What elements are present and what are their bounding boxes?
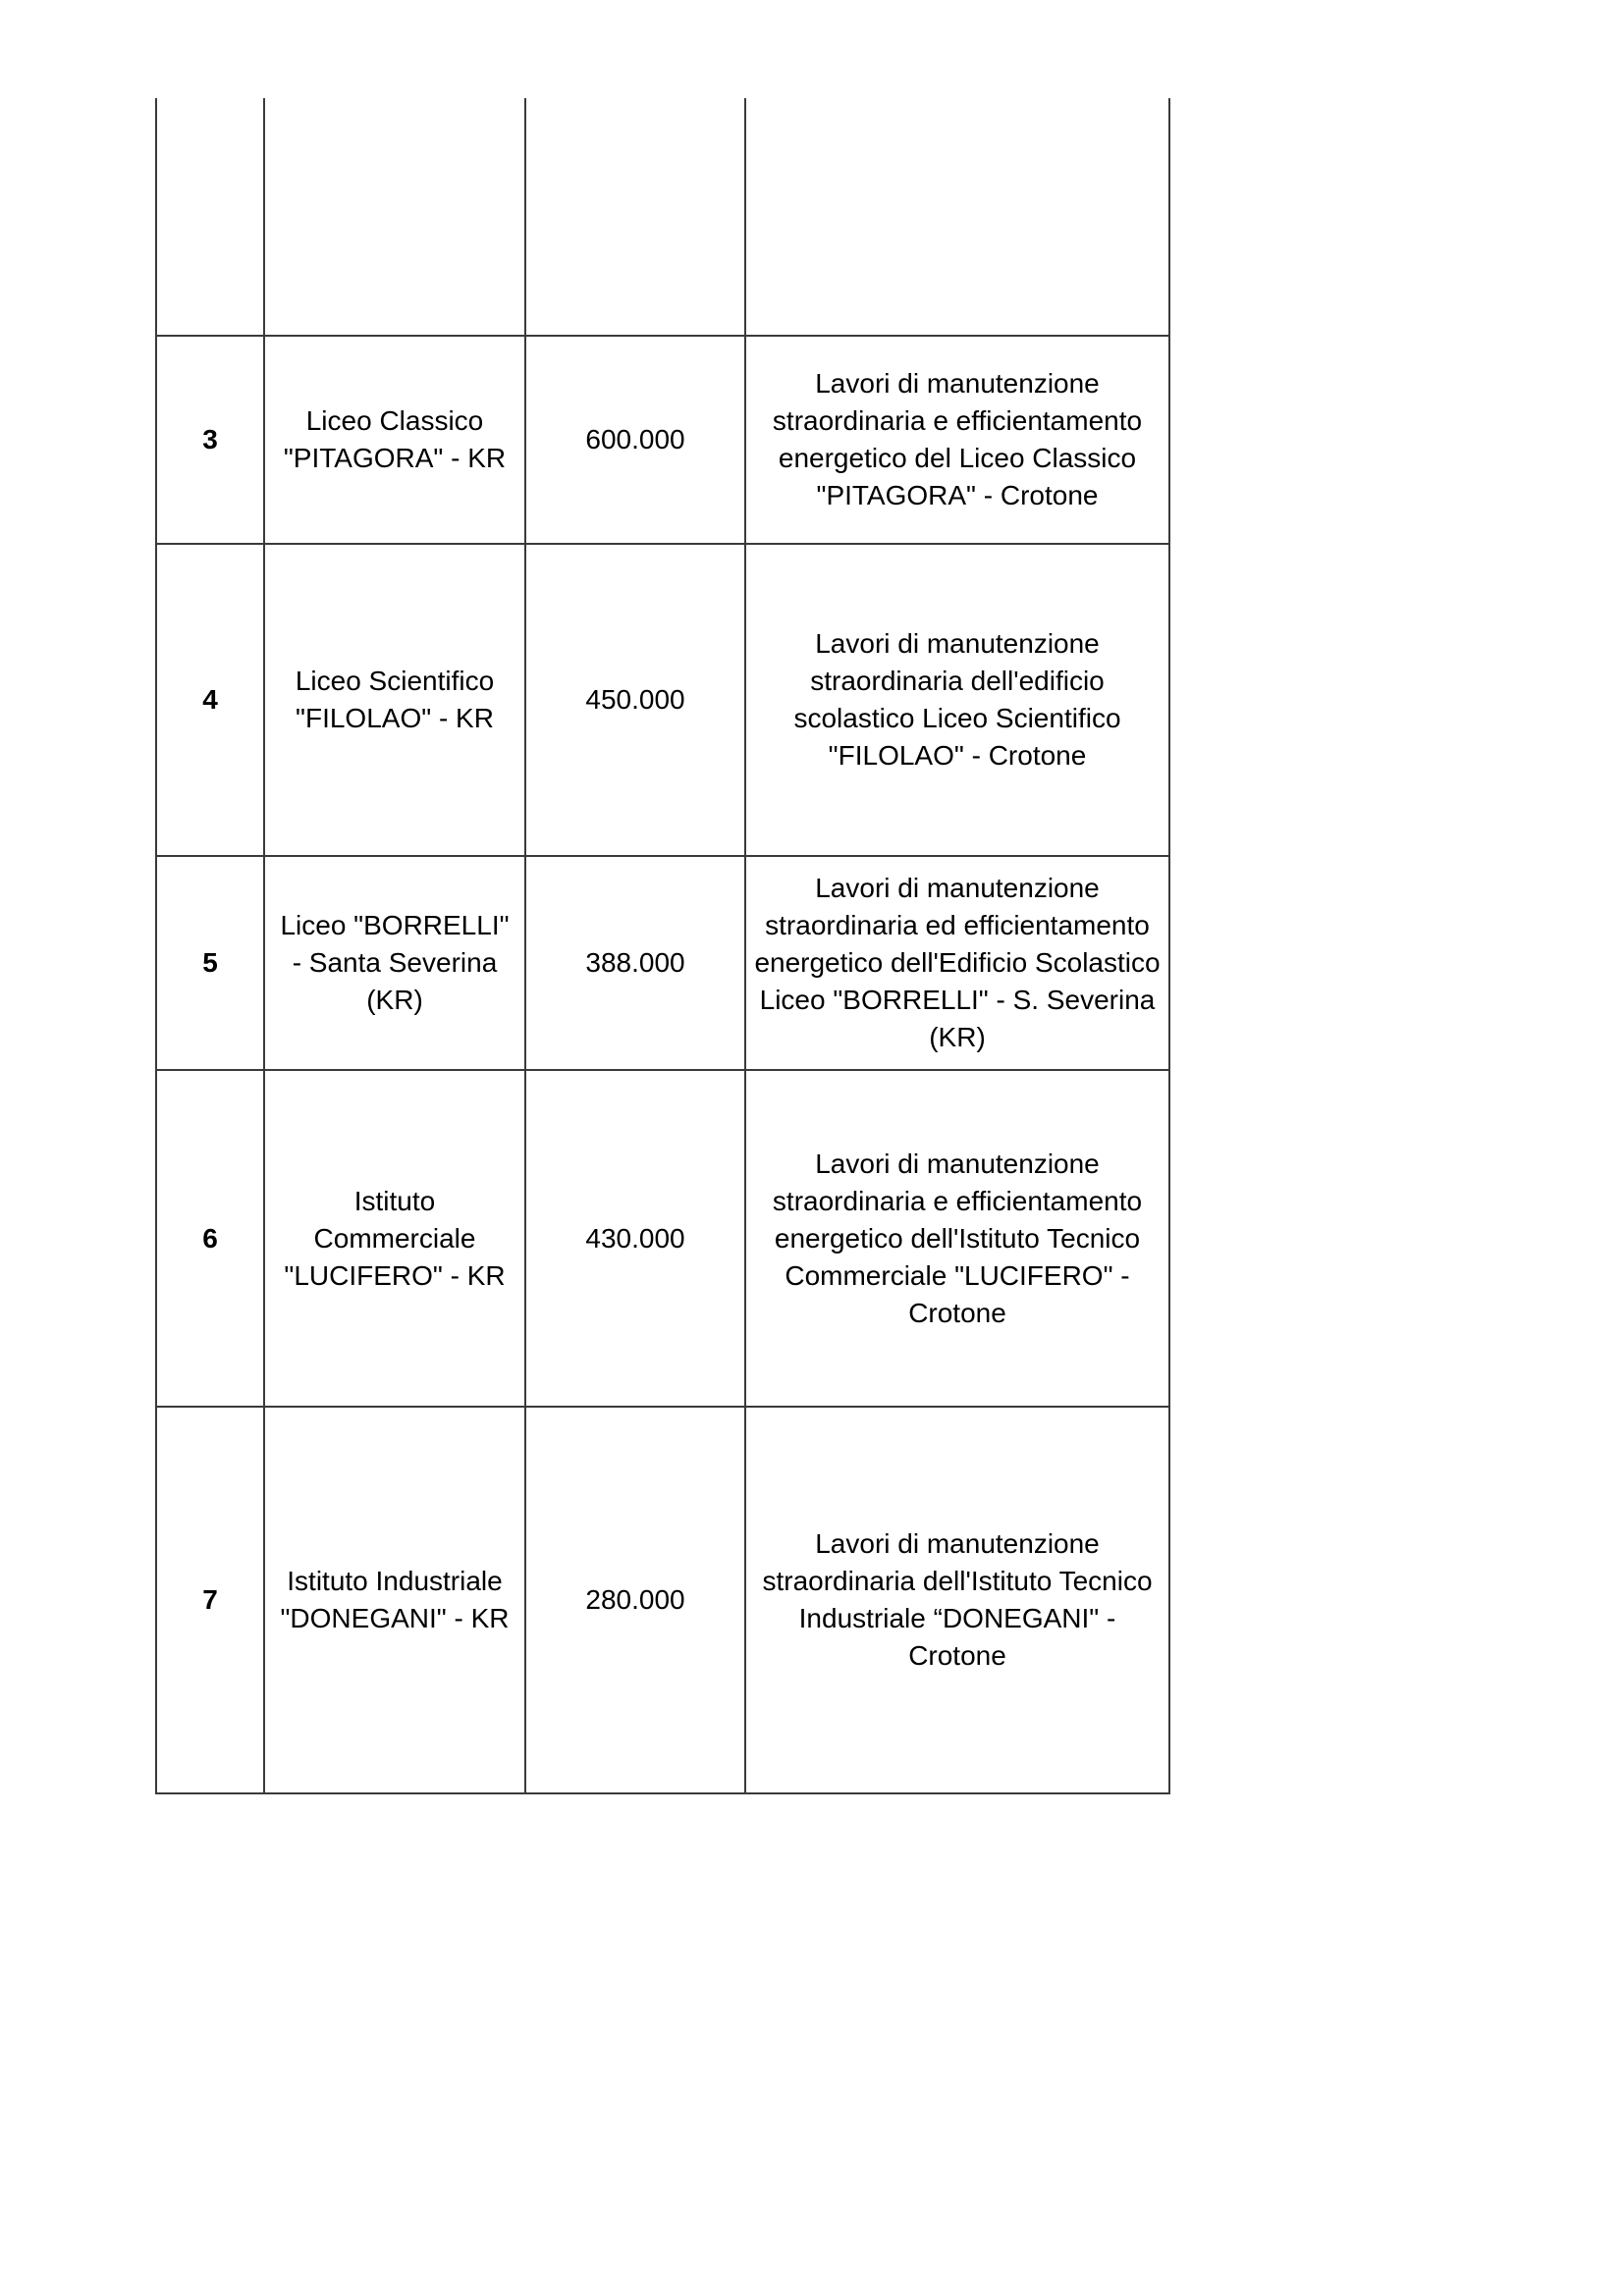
school-name: Liceo Scientifico "FILOLAO" - KR — [264, 544, 525, 856]
work-description: Lavori di manutenzione straordinaria dell'Istituto Tecnico Industriale “DONEGANI" - Crotone — [745, 1407, 1169, 1793]
work-description: Lavori di manutenzione straordinaria e efficientamento energetico dell'Istituto Tecnico Commerciale "LUCIFERO" - Crotone — [745, 1070, 1169, 1407]
table-row — [156, 544, 1169, 856]
empty-cell — [264, 98, 525, 336]
table-row — [156, 336, 1169, 544]
empty-cell — [745, 98, 1169, 336]
table-row — [156, 1070, 1169, 1407]
empty-cell — [156, 98, 264, 336]
amount: 388.000 — [525, 856, 745, 1070]
amount: 450.000 — [525, 544, 745, 856]
row-number: 4 — [156, 544, 264, 856]
school-name: Liceo "BORRELLI" - Santa Severina (KR) — [264, 856, 525, 1070]
empty-cell — [525, 98, 745, 336]
amount: 600.000 — [525, 336, 745, 544]
school-name: Liceo Classico "PITAGORA" - KR — [264, 336, 525, 544]
work-description: Lavori di manutenzione straordinaria dell'edificio scolastico Liceo Scientifico "FILOLAO" - Crotone — [745, 544, 1169, 856]
projects-table — [155, 98, 1170, 1794]
row-number: 5 — [156, 856, 264, 1070]
row-number: 3 — [156, 336, 264, 544]
school-name: Istituto Commerciale "LUCIFERO" - KR — [264, 1070, 525, 1407]
work-description: Lavori di manutenzione straordinaria ed efficientamento energetico dell'Edificio Scolastico Liceo "BORRELLI" - S. Severina (KR) — [745, 856, 1169, 1070]
row-number: 6 — [156, 1070, 264, 1407]
work-description: Lavori di manutenzione straordinaria e efficientamento energetico del Liceo Classico "PITAGORA" - Crotone — [745, 336, 1169, 544]
amount: 280.000 — [525, 1407, 745, 1793]
amount: 430.000 — [525, 1070, 745, 1407]
school-name: Istituto Industriale "DONEGANI" - KR — [264, 1407, 525, 1793]
table-row — [156, 1407, 1169, 1793]
row-number: 7 — [156, 1407, 264, 1793]
table-row — [156, 856, 1169, 1070]
table-row-continuation — [156, 98, 1169, 336]
